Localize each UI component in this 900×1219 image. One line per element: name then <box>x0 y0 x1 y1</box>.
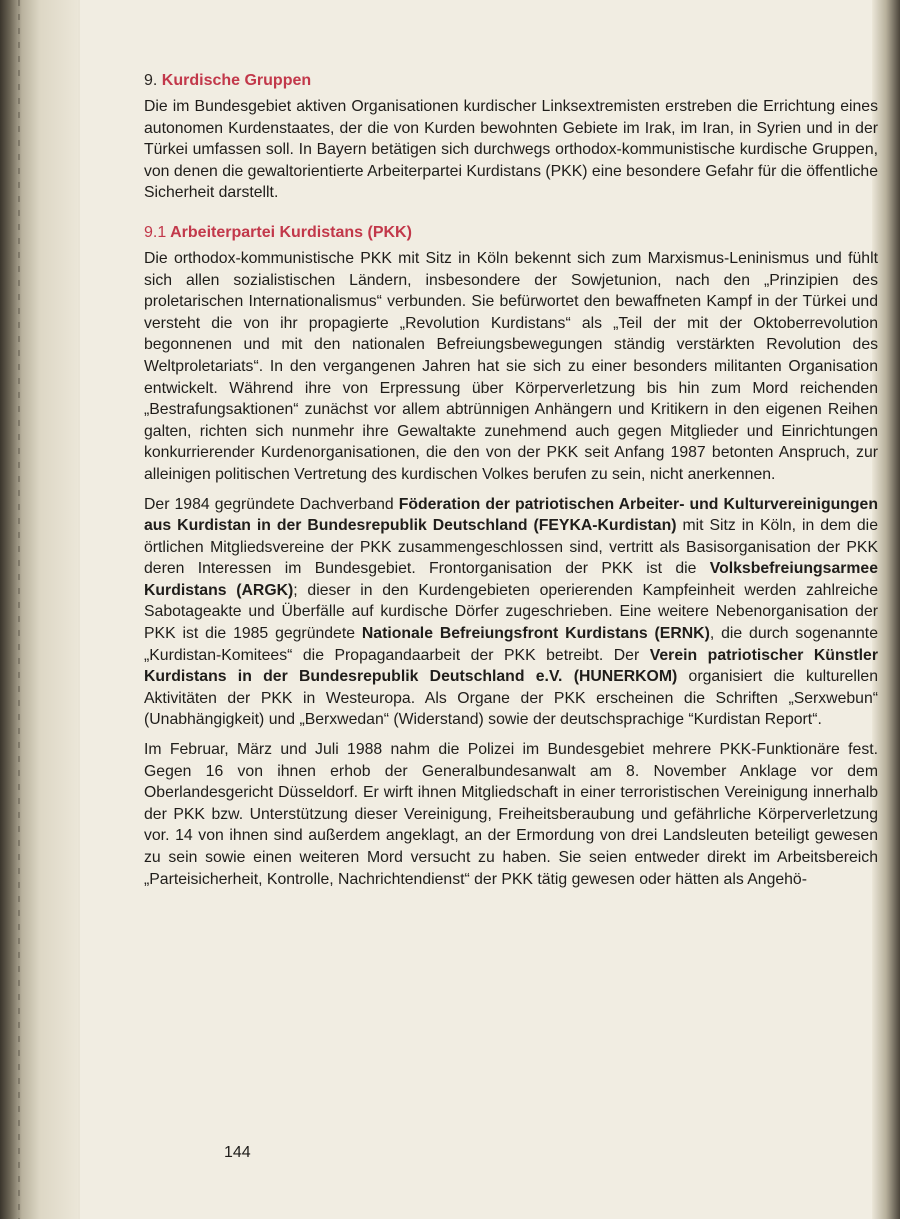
book-spine-edge <box>0 0 78 1219</box>
section-9-paragraph: Die im Bundesgebiet aktiven Organisationen kurdischer Linksextremisten erstreben die Errichtung eines autonomen Kurdenstaates, der die von Kurden bewohnten Gebiete im Irak, im Iran, in Syrien und in der Türkei umfassen soll. In Bayern betätigen sich durchwegs orthodox-kommunistische kurdische Gruppen, von denen die gewaltorientierte Arbeiterpartei Kurdistans (PKK) eine besondere Gefahr für die öffentliche Sicherheit darstellt. <box>144 98 878 202</box>
org-name-hunerkom: Verein patriotischer Künstler Kurdistans in der Bundesrepublik Deutschland e.V. (HUNERKOM) <box>144 646 878 686</box>
section-9-1-paragraph-1: Die orthodox-kommunistische PKK mit Sitz in Köln bekennt sich zum Marxismus-Leninismus und fühlt sich allen sozialistischen Ländern, insbesondere der Sowjetunion, nach den „Prinzipien des proletarischen Internationalismus“ verbunden. Sie befürwortet den bewaffneten Kampf in der Türkei und versteht die von ihr propagierte „Revolution Kurdistans“ als „Teil der mit der Oktoberrevolution begonnenen und mit den nationalen Befreiungsbewegungen ständig verstärkten Revolution des Weltproletariats“. In den vergangenen Jahren hat sie sich zu einer besonders militanten Organisation entwickelt. Während ihre von Erpressung über Körperverletzung bis hin zum Mord reichenden „Bestrafungsaktionen“ zunächst vor allem abtrünnigen Anhängern und Kritikern in den eigenen Reihen galten, richten sich nunmehr ihre Gewaltakte zunehmend auch gegen Mitglieder und Einrichtungen konkurrierender Kurdenorganisationen, die den von der PKK seit Anfang 1987 betonten Anspruch, zur alleinigen politischen Vertretung des kurdischen Volkes berufen zu sein, nicht anerkennen. <box>144 249 878 483</box>
book-page <box>80 0 878 1219</box>
org-name-ernk: Nationale Befreiungsfront Kurdistans (ERNK) <box>361 625 710 643</box>
text-run: mit Sitz in Köln, in dem die örtlichen Mitgliedsvereine der PKK zusammengeschlossen sind, vertritt als Basisorganisation der PKK deren Interessen im Bundesgebiet. Frontorganisation der PKK ist die <box>144 517 878 578</box>
section-number: 9.1 <box>144 223 167 241</box>
section-title: Kurdische Gruppen <box>161 72 312 89</box>
section-title: Arbeiterpartei Kurdistans (PKK) <box>170 223 412 241</box>
section-number: 9. <box>144 72 158 89</box>
section-heading-9 <box>144 70 878 92</box>
section-heading-9-1 <box>144 222 878 244</box>
org-name-argk: Volksbefreiungsarmee Kurdistans (ARGK) <box>144 560 878 599</box>
text-run: organisiert die kulturellen Aktivitäten der PKK in Westeuropa. Als Organe der PKK erscheinen die Schriften „Serxwebun“ (Unabhängigkeit) und „Berxwedan“ (Widerstand) sowie der deutschsprachige “Kurdistan Report“. <box>144 668 878 729</box>
text-run: Der 1984 gegründete Dachverband <box>144 495 399 513</box>
page-content <box>144 70 878 890</box>
section-9-1-paragraph-3: Im Februar, März und Juli 1988 nahm die Polizei im Bundesgebiet mehrere PKK-Funktionäre fest. Gegen 16 von ihnen erhob der Generalbundesanwalt am 8. November Anklage vor dem Oberlandesgericht Düsseldorf. Er wirft ihnen Mitgliedschaft in einer terroristischen Vereinigung innerhalb der PKK bzw. Unterstützung dieser Vereinigung, Freiheitsberaubung und gefährliche Körperverletzung vor. 14 von ihnen sind außerdem angeklagt, an der Ermordung von drei Landsleuten beteiligt gewesen zu sein sowie einen weiteren Mord versucht zu haben. Sie seien entweder direkt im Arbeitsbereich „Parteisicherheit, Kontrolle, Nachrichtendienst“ der PKK tätig gewesen oder hätten als Angehö- <box>144 741 878 888</box>
section-9-1-paragraph-2 <box>144 494 878 732</box>
page-number: 144 <box>224 1144 251 1161</box>
org-name-feyka: Föderation der patriotischen Arbeiter- und Kulturvereinigungen aus Kurdistan in der Bundesrepublik Deutschland (FEYKA-Kurdistan) <box>144 495 878 535</box>
text-run: ; dieser in den Kurdengebieten operierenden Kampfeinheit werden zahlreiche Sabotageakte und Überfälle auf kurdische Dörfer zugeschrieben. Eine weitere Nebenorganisation der PKK ist die 1985 gegründete <box>144 581 878 643</box>
text-run: , die durch sogenannte „Kurdistan-Komitees“ die Propagandaarbeit der PKK betreibt. Der <box>144 625 878 664</box>
